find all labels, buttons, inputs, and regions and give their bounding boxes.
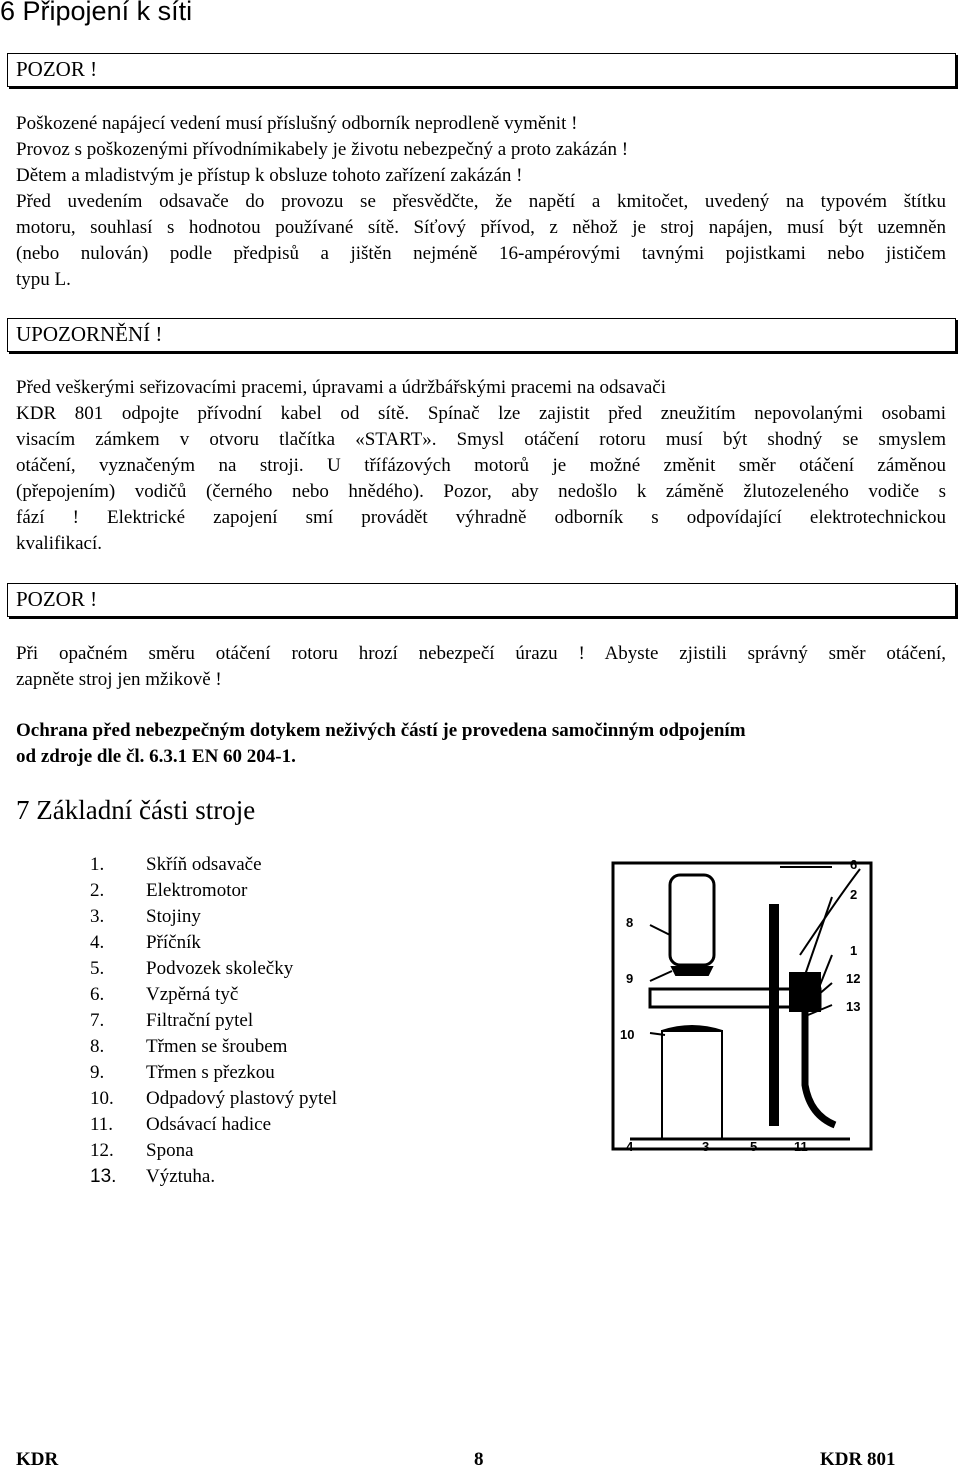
label-10: 10 bbox=[620, 1027, 635, 1042]
text-line: Provoz s poškozenými přívodnímikabely je životu nebezpečný a proto zakázán ! bbox=[16, 139, 629, 160]
text-line: Poškozené napájecí vedení musí příslušný odborník neprodleně vyměnit ! bbox=[16, 113, 578, 134]
waste-bag bbox=[662, 1031, 722, 1139]
text-line: Ochrana před nebezpečným dotykem neživých částí je provedena samočinným odpojením bbox=[16, 720, 746, 741]
footer-right: KDR 801 bbox=[820, 1449, 896, 1470]
text-line: Před veškerými seřizovacími pracemi, úpravami a údržbářskými pracemi na odsavači bbox=[16, 377, 666, 398]
label-11: 11 bbox=[794, 1139, 808, 1154]
label-13: 13 bbox=[846, 999, 861, 1014]
text-line: otáčení, vyznačeným na stroji. U třífázových motorů je možné změnit směr otáčení záměnou bbox=[16, 455, 946, 476]
text-line: (nebo nulován) podle předpisů a jištěn nejméně 16-ampérovými tavnými pojistkami nebo jističem bbox=[16, 243, 946, 264]
section-6-title: 6 Připojení k síti bbox=[0, 0, 193, 26]
section-7-title: 7 Základní části stroje bbox=[16, 795, 256, 825]
text-line: KDR 801 odpojte přívodní kabel od sítě. Spínač lze zajistit před zneužitím nepovolanými osobami bbox=[16, 403, 946, 424]
notice-box bbox=[7, 318, 956, 352]
label-5: 5 bbox=[750, 1139, 758, 1154]
text-line: Při opačném směru otáčení rotoru hrozí nebezpečí úrazu ! Abyste zjistili správný směr otáčení, bbox=[16, 643, 946, 664]
warning-label: POZOR ! bbox=[16, 57, 98, 81]
warning-box-2 bbox=[7, 583, 956, 617]
label-8: 8 bbox=[626, 915, 634, 930]
text-line: Dětem a mladistvým je přístup k obsluze tohoto zařízení zakázán ! bbox=[16, 165, 523, 186]
label-1: 1 bbox=[850, 943, 858, 958]
stand-post bbox=[770, 905, 778, 1125]
text-line: fází ! Elektrické zapojení smí provádět výhradně odborník s odpovídající elektrotechnickou bbox=[16, 507, 946, 528]
text-line: kvalifikací. bbox=[16, 533, 102, 554]
footer-left: KDR bbox=[16, 1449, 59, 1470]
text-line: Před uvedením odsavače do provozu se přesvědčte, že napětí a kmitočet, uvedený na typovém štítku bbox=[16, 191, 946, 212]
text-line: visacím zámkem v otvoru tlačítka «START». Smysl otáčení rotoru musí být shodný se smyslem bbox=[16, 429, 946, 450]
warning-label: POZOR ! bbox=[16, 587, 98, 611]
filter-bag bbox=[670, 875, 714, 965]
hose bbox=[805, 1011, 835, 1125]
text-line: od zdroje dle čl. 6.3.1 EN 60 204-1. bbox=[16, 746, 296, 767]
machine-diagram bbox=[610, 855, 876, 1157]
text-line: zapněte stroj jen mžikově ! bbox=[16, 669, 222, 690]
bag-clamp bbox=[672, 967, 712, 975]
footer-page-number: 8 bbox=[474, 1449, 484, 1470]
notice-label: UPOZORNĚNÍ ! bbox=[16, 322, 163, 346]
label-12: 12 bbox=[846, 971, 861, 986]
text-line: motoru, souhlasí s hodnotou používané sítě. Síťový přívod, z něhož je stroj napájen, musí být uzemněn bbox=[16, 217, 946, 238]
text-line: (přepojením) vodičů (černého nebo hnědého). Pozor, aby nedošlo k záměně žlutozeleného vodiče s bbox=[16, 481, 946, 502]
waste-bag-top bbox=[662, 1026, 722, 1031]
label-6: 6 bbox=[850, 857, 858, 872]
text-line: typu L. bbox=[16, 269, 71, 290]
motor bbox=[790, 973, 820, 1011]
warning-box-1 bbox=[7, 53, 956, 87]
label-2: 2 bbox=[850, 887, 858, 902]
label-3: 3 bbox=[702, 1139, 710, 1154]
label-9: 9 bbox=[626, 971, 634, 986]
label-4: 4 bbox=[626, 1139, 634, 1154]
